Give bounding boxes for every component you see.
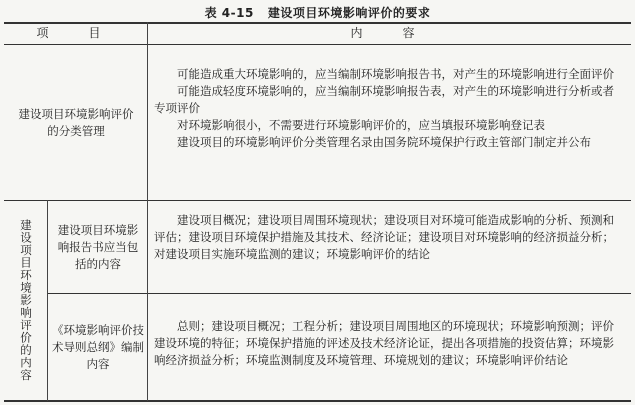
row2-label: 建设项目环境影响报告书应当包括的内容 <box>57 222 139 271</box>
group-label: 建设项目环境影响评价的内容 <box>19 219 33 382</box>
row3-label: 《环境影响评价技术导则总纲》编制内容 <box>52 322 144 371</box>
header-cell-item <box>4 22 147 44</box>
row1-label-cell <box>14 45 138 200</box>
group-label-cell <box>4 201 47 400</box>
row1-content-cell <box>154 66 624 151</box>
table-title: 建设项目环境影响评价的要求 <box>267 6 431 20</box>
row1-paragraph-1: 可能造成重大环境影响的，应当编制环境影响报告书，对产生的环境影响进行全面评价 <box>177 67 614 81</box>
row3-text: 总则；建设项目概况；工程分析；建设项目周围地区的环境现状；环境影响预测；评价建设环境的特征；环境保护措施的评述及技术经济论证，提出各项措施的投资估算；环境影响经济损益分析；环境监测制度及环境管理、环境规划的建议；环境影响评价结论 <box>154 319 614 367</box>
row1-paragraph-2: 可能造成轻度环境影响的，应当编制环境影响报告表，对产生的环境影响进行分析或者专项评价 <box>154 84 614 115</box>
table-number: 表 4-15 <box>204 6 254 20</box>
header-cell-content <box>148 22 631 44</box>
table-caption <box>0 4 635 21</box>
row2-content-cell <box>154 212 624 263</box>
row1-paragraph-4: 建设项目的环境影响评价分类管理名录由国务院环境保护行政主管部门制定并公布 <box>177 135 591 149</box>
column-divider-main <box>147 22 148 401</box>
row1-paragraph-3: 对环境影响很小，不需要进行环境影响评价的，应当填报环境影响登记表 <box>177 118 545 132</box>
table-bottom-border <box>4 400 631 402</box>
row2-label-cell <box>56 201 140 293</box>
header-content-label: 内 容 <box>350 25 429 40</box>
row1-label: 建设项目环境影响评价的分类管理 <box>18 106 134 138</box>
column-divider-group <box>47 200 48 401</box>
row2-text: 建设项目概况；建设项目周围环境现状；建设项目对环境可能造成影响的分析、预测和评估；建设项目环境保护措施及其技术、经济论证；建设项目对环境影响的经济损益分析；对建设项目实施环境监测的建议；环境影响评价的结论 <box>154 213 614 261</box>
row3-content-cell <box>154 318 624 369</box>
header-item-label: 项 目 <box>36 25 115 40</box>
row3-label-cell <box>52 294 144 400</box>
requirements-table <box>4 22 631 402</box>
